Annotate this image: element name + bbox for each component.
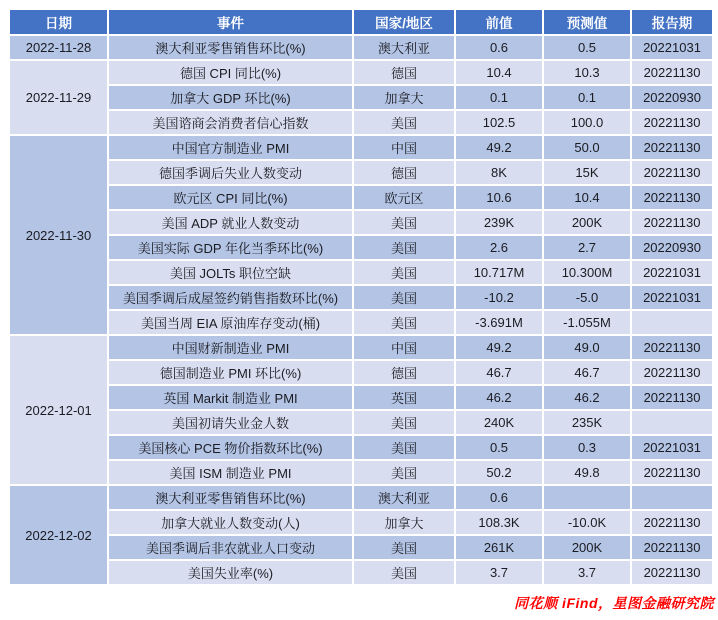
- event-cell: 加拿大 GDP 环比(%): [109, 86, 352, 109]
- header-country: 国家/地区: [354, 10, 454, 34]
- date-cell: 2022-11-28: [10, 36, 107, 59]
- header-forecast-value: 预测值: [544, 10, 630, 34]
- event-cell: 美国 ADP 就业人数变动: [109, 211, 352, 234]
- prev-value-cell: 49.2: [456, 336, 542, 359]
- report-period-cell: [632, 411, 712, 434]
- prev-value-cell: 0.5: [456, 436, 542, 459]
- event-cell: 美国核心 PCE 物价指数环比(%): [109, 436, 352, 459]
- table-row: [10, 486, 712, 509]
- country-cell: 欧元区: [354, 186, 454, 209]
- event-cell: 欧元区 CPI 同比(%): [109, 186, 352, 209]
- country-cell: 美国: [354, 311, 454, 334]
- country-cell: 美国: [354, 536, 454, 559]
- prev-value-cell: 8K: [456, 161, 542, 184]
- table-row: [10, 261, 712, 284]
- event-cell: 德国季调后失业人数变动: [109, 161, 352, 184]
- report-period-cell: [632, 311, 712, 334]
- prev-value-cell: 2.6: [456, 236, 542, 259]
- prev-value-cell: 10.6: [456, 186, 542, 209]
- forecast-value-cell: 0.5: [544, 36, 630, 59]
- report-period-cell: 20220930: [632, 86, 712, 109]
- table-row: [10, 186, 712, 209]
- economic-calendar-table: [8, 8, 714, 586]
- event-cell: 美国 JOLTs 职位空缺: [109, 261, 352, 284]
- report-period-cell: 20221130: [632, 386, 712, 409]
- report-period-cell: 20221130: [632, 161, 712, 184]
- report-period-cell: 20221130: [632, 536, 712, 559]
- event-cell: 美国初请失业金人数: [109, 411, 352, 434]
- prev-value-cell: 0.1: [456, 86, 542, 109]
- date-cell: 2022-11-30: [10, 136, 107, 334]
- forecast-value-cell: -10.0K: [544, 511, 630, 534]
- forecast-value-cell: 0.1: [544, 86, 630, 109]
- event-cell: 美国当周 EIA 原油库存变动(桶): [109, 311, 352, 334]
- report-period-cell: 20221031: [632, 436, 712, 459]
- report-period-cell: 20220930: [632, 236, 712, 259]
- report-period-cell: 20221130: [632, 61, 712, 84]
- forecast-value-cell: 46.7: [544, 361, 630, 384]
- prev-value-cell: -10.2: [456, 286, 542, 309]
- report-period-cell: 20221130: [632, 511, 712, 534]
- country-cell: 英国: [354, 386, 454, 409]
- forecast-value-cell: 10.3: [544, 61, 630, 84]
- forecast-value-cell: 200K: [544, 536, 630, 559]
- country-cell: 美国: [354, 236, 454, 259]
- forecast-value-cell: [544, 486, 630, 509]
- table-row: [10, 411, 712, 434]
- report-period-cell: 20221031: [632, 286, 712, 309]
- prev-value-cell: 261K: [456, 536, 542, 559]
- event-cell: 德国制造业 PMI 环比(%): [109, 361, 352, 384]
- table-row: [10, 236, 712, 259]
- prev-value-cell: 46.2: [456, 386, 542, 409]
- prev-value-cell: 49.2: [456, 136, 542, 159]
- header-event: 事件: [109, 10, 352, 34]
- source-attribution: 同花顺 iFind，星图金融研究院: [514, 595, 714, 611]
- country-cell: 美国: [354, 111, 454, 134]
- forecast-value-cell: 2.7: [544, 236, 630, 259]
- table-row: [10, 536, 712, 559]
- event-cell: 加拿大就业人数变动(人): [109, 511, 352, 534]
- forecast-value-cell: -5.0: [544, 286, 630, 309]
- table-row: [10, 311, 712, 334]
- forecast-value-cell: 49.8: [544, 461, 630, 484]
- event-cell: 澳大利亚零售销售环比(%): [109, 36, 352, 59]
- report-period-cell: 20221130: [632, 461, 712, 484]
- date-cell: 2022-12-01: [10, 336, 107, 484]
- country-cell: 德国: [354, 61, 454, 84]
- table-row: [10, 336, 712, 359]
- forecast-value-cell: 49.0: [544, 336, 630, 359]
- report-period-cell: 20221130: [632, 336, 712, 359]
- table-row: [10, 136, 712, 159]
- event-cell: 美国谘商会消费者信心指数: [109, 111, 352, 134]
- table-row: [10, 461, 712, 484]
- country-cell: 美国: [354, 461, 454, 484]
- prev-value-cell: 50.2: [456, 461, 542, 484]
- table-row: [10, 511, 712, 534]
- report-period-cell: 20221130: [632, 111, 712, 134]
- event-cell: 英国 Markit 制造业 PMI: [109, 386, 352, 409]
- forecast-value-cell: 235K: [544, 411, 630, 434]
- country-cell: 美国: [354, 286, 454, 309]
- report-period-cell: 20221130: [632, 211, 712, 234]
- country-cell: 美国: [354, 261, 454, 284]
- country-cell: 加拿大: [354, 511, 454, 534]
- forecast-value-cell: -1.055M: [544, 311, 630, 334]
- table-row: [10, 286, 712, 309]
- country-cell: 德国: [354, 161, 454, 184]
- prev-value-cell: 239K: [456, 211, 542, 234]
- forecast-value-cell: 46.2: [544, 386, 630, 409]
- event-cell: 美国 ISM 制造业 PMI: [109, 461, 352, 484]
- forecast-value-cell: 10.4: [544, 186, 630, 209]
- event-cell: 美国季调后非农就业人口变动: [109, 536, 352, 559]
- prev-value-cell: 46.7: [456, 361, 542, 384]
- header-report-period: 报告期: [632, 10, 712, 34]
- event-cell: 美国失业率(%): [109, 561, 352, 584]
- prev-value-cell: 3.7: [456, 561, 542, 584]
- date-cell: 2022-11-29: [10, 61, 107, 134]
- prev-value-cell: 102.5: [456, 111, 542, 134]
- event-cell: 德国 CPI 同比(%): [109, 61, 352, 84]
- event-cell: 中国财新制造业 PMI: [109, 336, 352, 359]
- date-cell: 2022-12-02: [10, 486, 107, 584]
- event-cell: 美国季调后成屋签约销售指数环比(%): [109, 286, 352, 309]
- prev-value-cell: 108.3K: [456, 511, 542, 534]
- table-row: [10, 61, 712, 84]
- table-row: [10, 86, 712, 109]
- table-row: [10, 561, 712, 584]
- table-row: [10, 436, 712, 459]
- country-cell: 澳大利亚: [354, 36, 454, 59]
- prev-value-cell: 10.4: [456, 61, 542, 84]
- event-cell: 中国官方制造业 PMI: [109, 136, 352, 159]
- prev-value-cell: -3.691M: [456, 311, 542, 334]
- report-period-cell: 20221031: [632, 36, 712, 59]
- report-period-cell: 20221130: [632, 361, 712, 384]
- country-cell: 德国: [354, 361, 454, 384]
- country-cell: 美国: [354, 436, 454, 459]
- prev-value-cell: 0.6: [456, 36, 542, 59]
- country-cell: 澳大利亚: [354, 486, 454, 509]
- prev-value-cell: 0.6: [456, 486, 542, 509]
- forecast-value-cell: 200K: [544, 211, 630, 234]
- report-period-cell: 20221130: [632, 186, 712, 209]
- event-cell: 澳大利亚零售销售环比(%): [109, 486, 352, 509]
- forecast-value-cell: 15K: [544, 161, 630, 184]
- header-date: 日期: [10, 10, 107, 34]
- report-period-cell: 20221130: [632, 136, 712, 159]
- table-row: [10, 36, 712, 59]
- country-cell: 中国: [354, 136, 454, 159]
- prev-value-cell: 10.717M: [456, 261, 542, 284]
- forecast-value-cell: 100.0: [544, 111, 630, 134]
- forecast-value-cell: 3.7: [544, 561, 630, 584]
- table-row: [10, 361, 712, 384]
- country-cell: 美国: [354, 561, 454, 584]
- prev-value-cell: 240K: [456, 411, 542, 434]
- report-period-cell: [632, 486, 712, 509]
- header-row: [10, 10, 712, 34]
- table-row: [10, 161, 712, 184]
- event-cell: 美国实际 GDP 年化当季环比(%): [109, 236, 352, 259]
- forecast-value-cell: 10.300M: [544, 261, 630, 284]
- report-period-cell: 20221031: [632, 261, 712, 284]
- forecast-value-cell: 50.0: [544, 136, 630, 159]
- country-cell: 美国: [354, 211, 454, 234]
- table-row: [10, 211, 712, 234]
- table-row: [10, 386, 712, 409]
- header-previous-value: 前值: [456, 10, 542, 34]
- country-cell: 中国: [354, 336, 454, 359]
- forecast-value-cell: 0.3: [544, 436, 630, 459]
- report-period-cell: 20221130: [632, 561, 712, 584]
- country-cell: 加拿大: [354, 86, 454, 109]
- table-row: [10, 111, 712, 134]
- country-cell: 美国: [354, 411, 454, 434]
